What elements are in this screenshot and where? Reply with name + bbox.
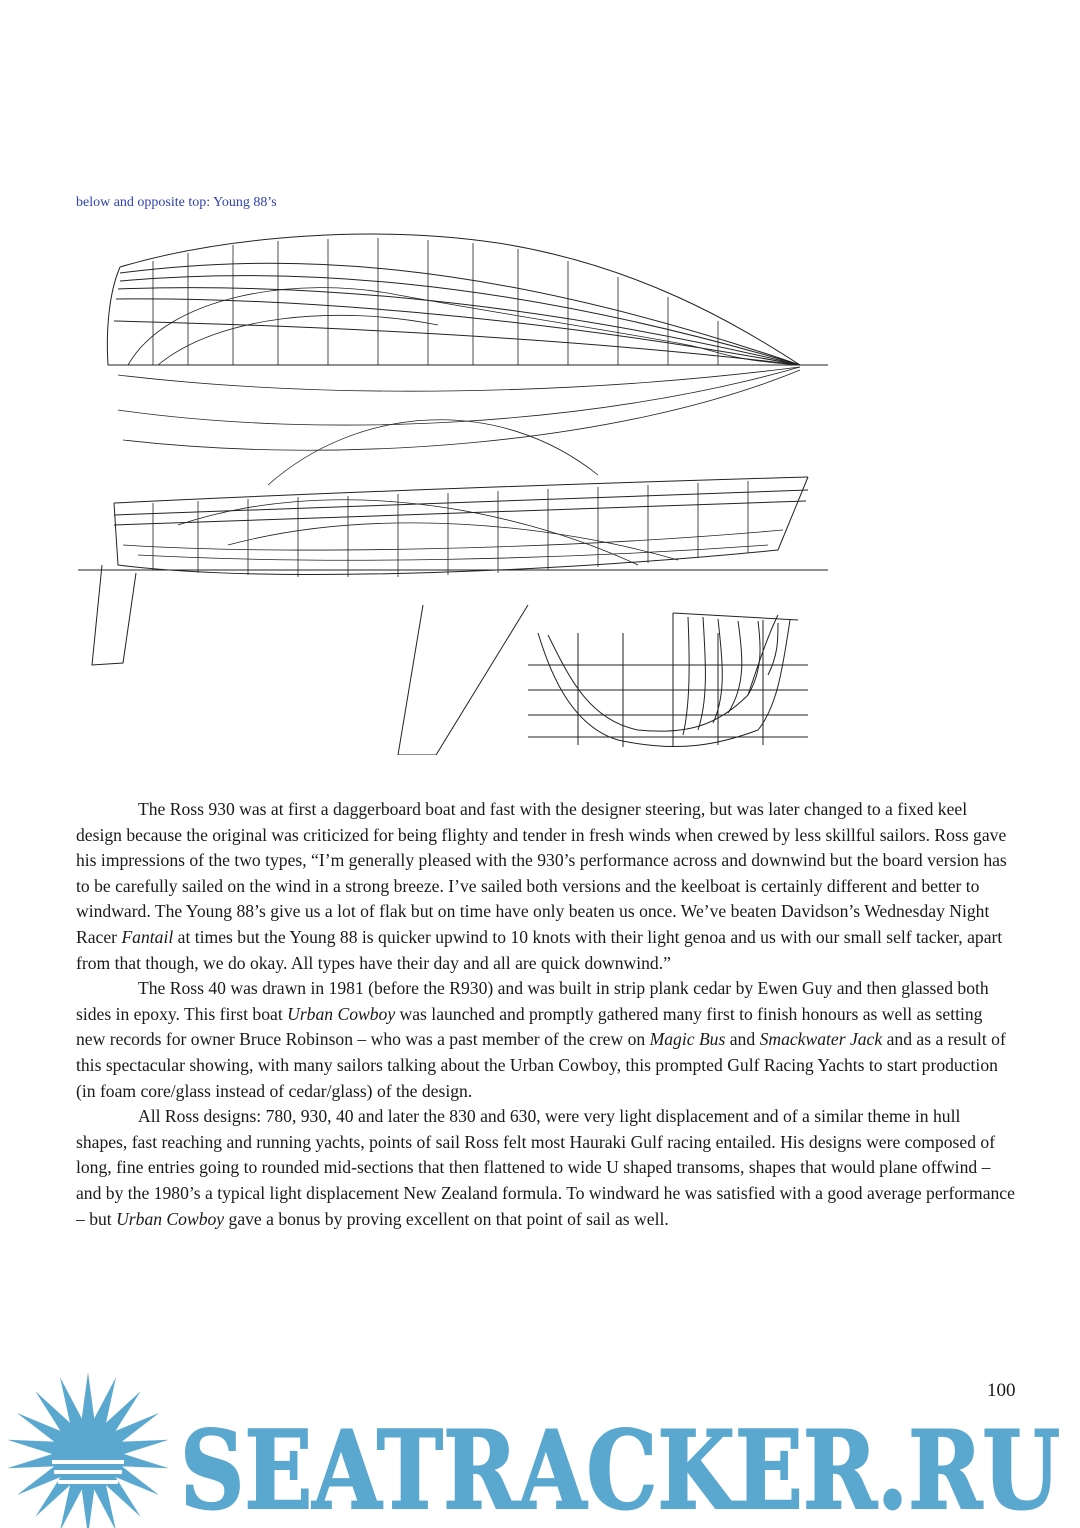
sun-logo-icon [6, 1372, 170, 1528]
rudder [92, 565, 136, 665]
italic-boat-name: Smackwater Jack [759, 1029, 883, 1050]
page-number: 100 [987, 1380, 1016, 1401]
paragraph-2: The Ross 40 was drawn in 1981 (before the R930) and was built in strip plank cedar by Ewen Guy and then glassed both sides in epoxy. This first boat Urban Cowboy was launched and promptly gathered many first to finish honours as well as setting new records for owner Bruce Robinson – who was a past member of the crew on Magic Bus and Smackwater Jack and as a result of this spectacular showing, with many sailors talking about the Urban Cowboy, this prompted Gulf Racing Yachts to start production (in foam core/glass instead of cedar/glass) of the design. [76, 978, 1006, 1101]
body-plan [528, 613, 808, 747]
paragraph-1: The Ross 930 was at first a daggerboard boat and fast with the designer steering, but was later changed to a fixed keel design because the original was criticized for being flighty and tender in fresh winds when crewed by less skillful sailors. Ross gave his impressions of the two types, “I’m generally pleased with the 930’s performance across and downwind but the board version has to be carefully sailed on the wind in a strong breeze. I’ve sailed both versions and the keelboat is certainly different and better to windward. The Young 88’s give us a lot of flak but on time have only beaten us once. We’ve beaten Davidson’s Wednesday Night Racer Fantail at times but the Young 88 is quicker upwind to 10 knots with their light genoa and us with our small self tacker, apart from that though, we do okay. All types have their day and all are quick downwind.” [76, 799, 1007, 973]
hull-lines-drawing [78, 225, 828, 755]
figure-caption: below and opposite top: Young 88’s [76, 195, 277, 210]
italic-boat-name: Urban Cowboy [116, 1208, 225, 1229]
seatracker-watermark [0, 1370, 1080, 1528]
paragraph-3: All Ross designs: 780, 930, 40 and later the 830 and 630, were very light displacement and of a similar theme in hull shapes, fast reaching and running yachts, points of sail Ross felt most Hauraki Gulf racing entailed. His designs were composed of long, fine entries going to rounded mid-sections that then flattened to wide U shaped transoms, shapes that would plane offwind – and by the 1980’s a typical light displacement New Zealand formula. To windward he was satisfied with a good average performance – but Urban Cowboy gave a bonus by proving excellent on that point of sail as well. [76, 1106, 1015, 1229]
profile-sheer [114, 477, 808, 503]
half-breadth-stern [107, 267, 120, 365]
keel [398, 605, 528, 755]
italic-boat-name: Urban Cowboy [287, 1003, 396, 1024]
article-body [76, 797, 1016, 1232]
profile-hull-bottom [114, 477, 808, 574]
watermark-text: SEATRACKER.RU [180, 1408, 1060, 1528]
italic-boat-name: Magic Bus [649, 1029, 726, 1050]
half-breadth-deck-line [120, 234, 800, 365]
italic-boat-name: Fantail [121, 926, 174, 947]
